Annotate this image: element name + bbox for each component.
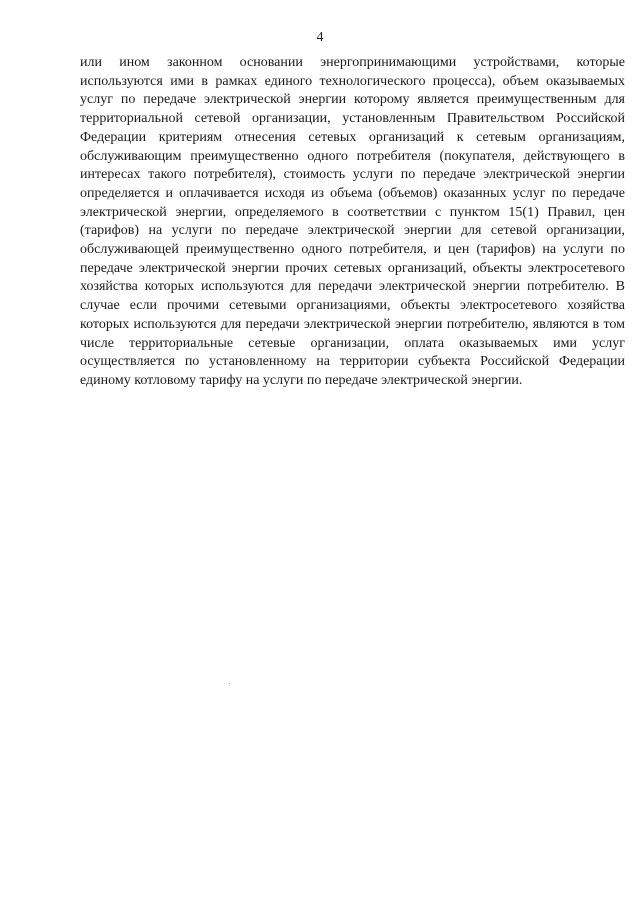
scan-speck <box>229 683 230 684</box>
body-paragraph: или ином законном основании энергопринимающими устройствами, которые используются ими в рамках единого технологического процесса), объем оказываемых услуг по передаче электрической энергии которому является преимущественным для территориальной сетевой организации, установленным Правительством Российской Федерации критериям отнесения сетевых организаций к сетевым организациям, обслуживающим преимущественно одного потребителя (покупателя, действующего в интересах такого потребителя), стоимость услуги по передаче электрической энергии определяется и оплачивается исходя из объема (объемов) оказанных услуг по передаче электрической энергии, определяемого в соответствии с пунктом 15(1) Правил, цен (тарифов) на услуги по передаче электрической энергии для сетевой организации, обслуживающей преимущественно одного потребителя, и цен (тарифов) на услуги по передаче электрической энергии прочих сетевых организаций, объекты электросетевого хозяйства которых используются для передачи электрической энергии потребителю. В случае если прочими сетевыми организациями, объекты электросетевого хозяйства которых используются для передачи электрической энергии потребителю, являются в том числе территориальные сетевые организации, оплата оказываемых ими услуг осуществляется по установленному на территории субъекта Российской Федерации единому котловому тарифу на услуги по передаче электрической энергии. <box>80 55 625 388</box>
page-number: 4 <box>316 30 324 45</box>
